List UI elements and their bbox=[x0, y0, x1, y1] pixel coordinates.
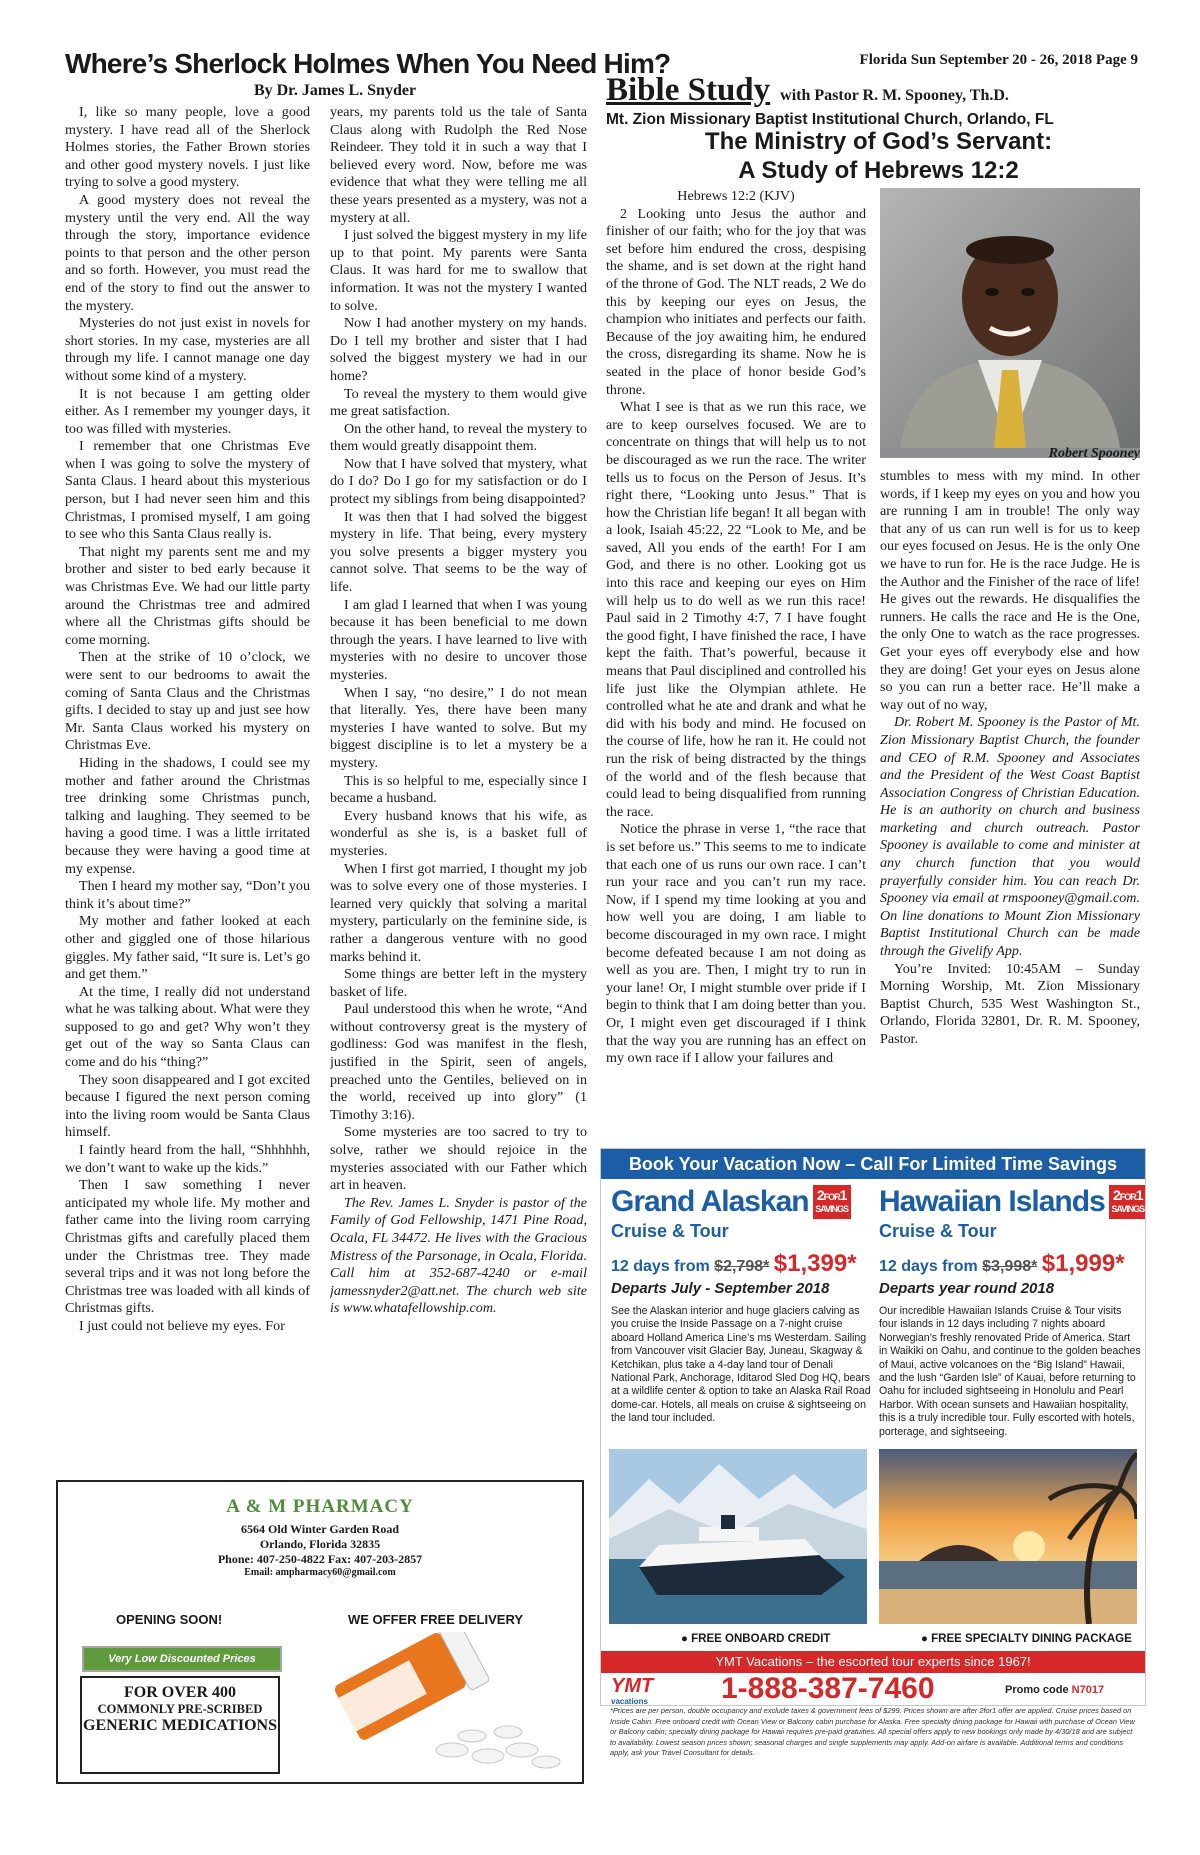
paragraph: That night my parents sent me and my brother and sister to bed early because it was Christmas Eve. We had our little party around the Christmas tree and admired where all the Christmas gifts should be come morning. bbox=[65, 543, 310, 648]
paragraph: When I first got married, I thought my job was to solve every one of those mysteries. I learned very quickly that solving a marital mystery, particularly on the feminine side, is rather a dangerous venture with no good marks behind it. bbox=[330, 860, 587, 965]
paragraph: Some things are better left in the mystery basket of life. bbox=[330, 966, 587, 1000]
perk-onboard-credit: ● FREE ONBOARD CREDIT bbox=[681, 1633, 831, 1645]
paragraph: Hiding in the shadows, I could see my mother and father around the Christmas tree drinking some Christmas punch, talking and laughing. They seemed to be having a good time. I was a little irritated because they were having a good time at my expense. bbox=[65, 754, 310, 877]
pastor-line: with Pastor R. M. Spooney, Th.D. bbox=[780, 87, 1009, 104]
ad-tagline: YMT Vacations – the escorted tour experts since 1967! bbox=[601, 1651, 1145, 1673]
ymt-vacations-ad bbox=[600, 1148, 1146, 1706]
paragraph: I just could not believe my eyes. For bbox=[79, 1317, 285, 1334]
offer-description: Our incredible Hawaiian Islands Cruise & Tour visits four islands in 12 days including 7 nights aboard Norwegian’s freshly renovated Pride of America. Start in Waikiki on Oahu, and continue to the golden beaches of Maui, active volcanoes on the “Big Island” Hawaii, and the lush “Garden Isle” of Kauai, before returning to Oahu for included sightseeing in Honolulu and Pearl Harbor. With ocean sunsets and Hawaiian hospitality, this is a truly incredible tour. Fully escorted with hotels, porterage, and sightseeing. bbox=[879, 1305, 1141, 1438]
pharmacy-name: A & M PHARMACY bbox=[226, 1496, 414, 1517]
pill-bottle-image bbox=[302, 1632, 572, 1772]
paragraph: Then I heard my mother say, “Don’t you think it’s about time?” bbox=[65, 878, 310, 912]
paragraph: Now that I have solved that mystery, what do I do? Do I go for my satisfaction or do I protect my siblings from being disappointed? bbox=[330, 455, 587, 508]
article-subtitle: A Study of Hebrews 12:2 bbox=[738, 157, 1019, 184]
paragraph: They soon disappeared and I got excited because I figured the next person coming into the living room would be Santa Claus himself. bbox=[65, 1071, 310, 1141]
scripture-reference: Hebrews 12:2 (KJV) bbox=[677, 188, 795, 204]
offer-description: See the Alaskan interior and huge glaciers calving as you cruise the Inside Passage on a 7-night cruise aboard Holland America Line’s ms Westerdam. Sailing from Vancouver visit Glacier Bay, Juneau, Skagway & Ketchikan, plus take a 4-day land tour of Denali National Park, Anchorage, Iditarod Sled Dog HQ, bears at a wildlife center & option to take an Alaska Rail Road dome-car. Hotels, all meals on cruise & sightseeing on the land tour included. bbox=[611, 1305, 871, 1425]
author-bio: The Rev. James L. Snyder is pastor of the Family of God Fellowship, 1471 Pine Road, Ocala, FL 34472. He lives with the Gracious Mistress of the Parsonage, in Ocala, Florida. Call him at 352-687-4240 or e-mail jamessnyder2@att.net. The church web site is www.whatafellowship.com. bbox=[330, 1194, 587, 1317]
ad-contact-row bbox=[601, 1672, 1145, 1706]
paragraph: stumbles to mess with my mind. In other words, if I keep my eyes on you and how you are running I am in trouble! The only way that any of us can run well is for us to keep our eyes focused on Jesus. He is the only One we have to run for. He is the race Judge. He is the Author and the Finisher of the race of life! He gives out the rewards. He disqualifies the runners. He calls the race and He is the One, the only One to watch as the race progresses. Get your eyes off everybody else and how they are doing! Get your eyes on Jesus alone so you can run a better race. He’ll make a way out of no way, bbox=[880, 468, 1140, 713]
pharmacy-ad bbox=[56, 1480, 584, 1784]
ad-phone-number[interactable]: 1-888-387-7460 bbox=[721, 1672, 935, 1705]
two-for-one-badge: 2FOR1 SAVINGS bbox=[1109, 1185, 1146, 1219]
left-headline: Where’s Sherlock Holmes When You Need Him? bbox=[65, 48, 671, 79]
paragraph: My mother and father looked at each other and giggled one of those hilarious giggles. My father said, “It sure is. Let’s go and get them.” bbox=[65, 913, 310, 983]
dollar-coin-icon: ● bbox=[681, 1633, 688, 1645]
promo-code: Promo code N7017 bbox=[1005, 1684, 1105, 1696]
paragraph: Some mysteries are too sacred to try to solve, rather we should rejoice in the mysteries associated with our Father which art in heaven. bbox=[330, 1124, 587, 1194]
cruise-ship-image bbox=[609, 1449, 867, 1624]
section-header bbox=[606, 72, 1009, 109]
paragraph: I, like so many people, love a good mystery. I have read all of the Sherlock Holmes stories, the Father Brown stories and other good mystery novels. I just like trying to solve a good mystery. bbox=[65, 104, 310, 191]
church-line: Mt. Zion Missionary Baptist Institutional Church, Orlando, FL bbox=[606, 111, 1054, 128]
paragraph: At the time, I really did not understand what he was talking about. What were they supposed to go and get? Why won’t they get out of the way so Santa Claus can come and do his “thing?” bbox=[65, 983, 310, 1071]
paragraph: A good mystery does not reveal the mystery until the very end. All the way through the story, importance evidence points to that person and the other person and so forth. However, you must read the end of the story to find out the answer to the mystery. bbox=[65, 191, 310, 314]
offer-subtitle: Cruise & Tour bbox=[611, 1221, 729, 1241]
left-article-column-1 bbox=[65, 104, 310, 1484]
pharmacy-address: 6564 Old Winter Garden Road bbox=[240, 1522, 400, 1536]
paragraph: I remember that one Christmas Eve when I was going to solve the mystery of Santa Claus. I heard about this mysterious person, but I had never seen him and this Christmas, I promised myself, I am going to see who this Santa Claus really is. bbox=[65, 438, 310, 543]
pharmacy-phone: Phone: 407-250-4822 Fax: 407-203-2857 bbox=[217, 1552, 423, 1566]
offer-subtitle: Cruise & Tour bbox=[879, 1221, 997, 1241]
hawaii-offer bbox=[879, 1185, 1145, 1439]
paragraph: It is not because I am getting older either. As I remember my younger days, it too was filled with mysteries. bbox=[65, 385, 310, 437]
paragraph: Every husband knows that his wife, as wonderful as she is, is a basket full of mysteries. bbox=[330, 807, 587, 859]
right-article-column-2 bbox=[880, 468, 1140, 1168]
perk-dining-package: ● FREE SPECIALTY DINING PACKAGE bbox=[921, 1633, 1132, 1645]
two-for-one-badge: 2FOR1 SAVINGS bbox=[813, 1185, 851, 1219]
paragraph: Notice the phrase in verse 1, “the race that is set before us.” This seems to me to indicate that each one of us runs our own race. I can’t run your race and you can’t run my race. Now, if I spend my time looking at you and how well you are doing, I am liable to become discouraged in my own race. I might become defeated because I am not doing as well as you are. Then, I might try to run in your lane! Or, I might stumble over pride if I begin to think that I am doing better than you. Or, I might even get discouraged if I think that the way you are running has an effect on my own race if I allow your failures and bbox=[606, 821, 866, 1067]
left-article-column-2 bbox=[330, 104, 587, 1484]
photo-caption: Robert Spooney bbox=[1048, 446, 1140, 461]
pharmacy-email: Email: ampharmacy60@gmail.com bbox=[244, 1567, 396, 1578]
paragraph: When I say, “no desire,” I do not mean that literally. Yes, there have been many mysteries I have wanted to solve. But my biggest discipline is to let a mystery be a mystery. bbox=[330, 684, 587, 771]
paragraph: What I see is that as we run this race, we are to keep ourselves focused. We are to concentrate on things that will help us to not be discouraged as we run the race. The writer tells us to focus on the Person of Jesus. It’s right there, “Looking unto Jesus.” That is how the Christian life began! It all began with a look, Isaiah 45:22, 22 “Look to Me, and be saved, All you ends of the earth! For I am God, and there is no other. Looking got us into this race and keeping our eyes on Him will help us to do well as we run this race! Paul said in 2 Timothy 4:7, 7 I have fought the good fight, I have finished the race, I have kept the faith. That’s powerful, because it means that Paul disciplined and controlled his life just like the Olympian athlete. He controlled what he ate and drank and what he did with his body and mind. He focused on the course of life, how he ran it. He could not run the risk of being distracted by the things of the world and of the flesh because that could lead to being disqualified from running the race. bbox=[606, 399, 866, 820]
alaska-offer bbox=[611, 1185, 873, 1426]
section-title: Bible Study bbox=[606, 72, 771, 108]
offer-departs: Departs year round 2018 bbox=[879, 1280, 1055, 1297]
author-photo bbox=[880, 188, 1140, 458]
paragraph: Mysteries do not just exist in novels for short stories. In my case, mysteries are all through my life. I cannot manage one day without some kind of a mystery. bbox=[65, 315, 310, 384]
paragraph: It was then that I had solved the biggest mystery in life. That being, every mystery you solve presents a bigger mystery you cannot solve. That seems to be the way of life. bbox=[330, 508, 587, 596]
paragraph: 2 Looking unto Jesus the author and finisher of our faith; who for the joy that was set before him endured the cross, despising the shame, and is set down at the right hand of the throne of God. The NLT reads, 2 We do this by keeping our eyes on Jesus, the champion who initiates and perfects our faith. Because of the joy awaiting him, he endured the cross, disregarding its shame. Now he is seated in the place of honor beside God’s throne. bbox=[606, 205, 866, 398]
discount-banner: Very Low Discounted Prices bbox=[82, 1646, 282, 1672]
offer-departs: Departs July - September 2018 bbox=[611, 1280, 830, 1297]
author-bio: Dr. Robert M. Spooney is the Pastor of Mt. Zion Missionary Baptist Church, the founder and CEO of R.M. Spooney and Associates and the President of the West Coast Baptist Association Congress of Christian Education. He is an authority on church and business marketing and church outreach. Pastor Spooney is available to come and minister at any church function that you would prayerfully consider him. You can reach Dr. Spooney via email at rmspooney@gmail.com. On line donations to Mount Zion Missionary Baptist Institutional Church can be made through the Givelify App. bbox=[880, 714, 1140, 960]
portrait-illustration bbox=[880, 188, 1140, 448]
paragraph: To reveal the mystery to them would give me great satisfaction. bbox=[330, 385, 587, 420]
pharmacy-city: Orlando, Florida 32835 bbox=[259, 1537, 381, 1551]
ymt-logo: YMT vacations bbox=[611, 1675, 654, 1706]
medication-box bbox=[80, 1676, 280, 1774]
left-byline: By Dr. James L. Snyder bbox=[253, 82, 417, 99]
invitation: You’re Invited: 10:45AM – Sunday Morning Worship, Mt. Zion Missionary Baptist Church, 535 West Washington St., Orlando, Florida 32801, Dr. R. M. Spooney, Pastor. bbox=[880, 960, 1140, 1047]
paragraph: years, my parents told us the tale of Santa Claus along with Rudolph the Red Nose Reindeer. They told it in such a way that I believed every word. Now, before me was evidence that what they were telling me all these years presented as a mystery, was not a mystery at all. bbox=[330, 104, 587, 226]
page-folio: Florida Sun September 20 - 26, 2018 Page 9 bbox=[859, 52, 1138, 68]
dining-cloche-icon: ● bbox=[921, 1633, 928, 1645]
paragraph: Now I had another mystery on my hands. Do I tell my brother and sister that I had solved the biggest mystery we had in our home? bbox=[330, 315, 587, 384]
paragraph: Paul understood this when he wrote, “And without controversy great is the mystery of godliness: God was manifest in the flesh, justified in the Spirit, seen of angels, preached unto the Gentiles, believed on in the world, received up into glory” (1 Timothy 3:16). bbox=[330, 1001, 587, 1123]
opening-soon-label: OPENING SOON! bbox=[116, 1612, 223, 1627]
paragraph: I am glad I learned that when I was young because it has been beneficial to me down through the years. I have learned to live with mysteries with no desire to uncover those mysteries. bbox=[330, 596, 587, 683]
offer-price: 12 days from $3,998* $1,999* bbox=[879, 1250, 1125, 1277]
free-delivery-label: WE OFFER FREE DELIVERY bbox=[348, 1612, 524, 1627]
paragraph: I faintly heard from the hall, “Shhhhhh, we don’t want to wake up the kids.” bbox=[65, 1142, 310, 1176]
paragraph: Then I saw something I never anticipated my whole life. My mother and father came into the living room carrying Christmas gifts and carefully placed them under the Christmas tree. They made several trips and it was not long before the Christmas tree was loaded with all kinds of Christmas gifts. bbox=[65, 1177, 310, 1317]
ad-banner: Book Your Vacation Now – Call For Limited Time Savings bbox=[601, 1149, 1145, 1179]
offer-price: 12 days from $2,798* $1,399* bbox=[611, 1250, 857, 1277]
offer-title: Hawaiian Islands bbox=[879, 1185, 1105, 1218]
paragraph: This is so helpful to me, especially since I became a husband. bbox=[330, 772, 587, 807]
hawaii-beach-image bbox=[879, 1449, 1137, 1624]
box-line-1: FOR OVER 400 bbox=[124, 1684, 236, 1701]
paragraph: I just solved the biggest mystery in my life up to that point. My parents were Santa Claus. It was hard for me to swallow that information. It was not the mystery I wanted to solve. bbox=[330, 227, 587, 314]
paragraph: Then at the strike of 10 o’clock, we were sent to our bedrooms to await the coming of Santa Claus and the Christmas gifts. I decided to stay up and just see how Mr. Santa Claus worked his mystery on Christmas Eve. bbox=[65, 649, 310, 754]
box-line-3: GENERIC MEDICATIONS bbox=[83, 1717, 277, 1734]
ad-fine-print: *Prices are per person, double occupancy and exclude taxes & government fees of $299. Prices shown are after 2for1 offer are applied. Cruise prices based on Inside Cabin. Free onboard credit with Ocean View or Balcony cabin purchase for Alaska. Free specialty dining package for Hawaii with purchase of Ocean View or Balcony cabin; specialty dining package for Hawaii requires pre-paid gratuities. All special offers apply to new bookings only made by 4/30/18 and are subject to availability. Lowest season prices shown; seasonal charges and single supplements may apply. Add-on airfare is available. Additional terms and conditions apply, ask your Travel Consultant for details. bbox=[610, 1706, 1135, 1757]
paragraph: On the other hand, to reveal the mystery to them would greatly disappoint them. bbox=[330, 420, 587, 455]
offer-title: Grand Alaskan bbox=[611, 1185, 809, 1218]
box-line-2: COMMONLY PRE-SCRIBED bbox=[97, 1702, 263, 1716]
article-title: The Ministry of God’s Servant: bbox=[704, 128, 1053, 155]
right-article-column-1 bbox=[606, 188, 866, 1188]
